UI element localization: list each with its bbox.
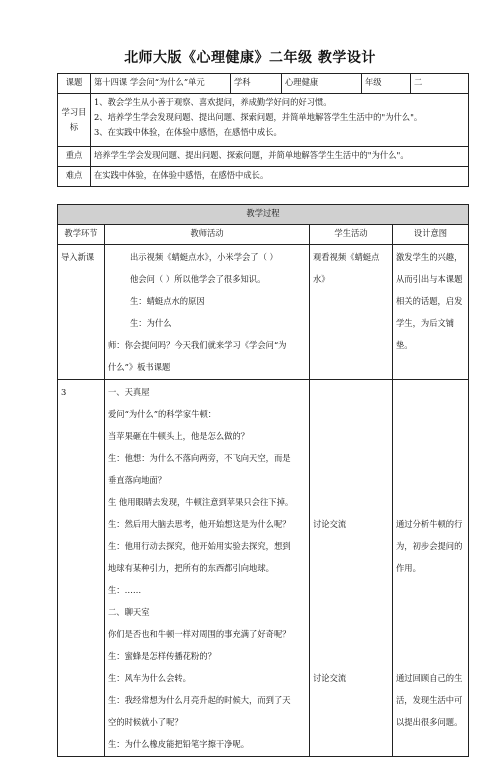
key-point-label: 重点	[58, 147, 91, 167]
design-intent-b: 通过回顾自己的生活，发现生活中可以提出很多问题。	[396, 673, 463, 727]
stage-cell: 3	[58, 380, 105, 757]
text-line: 生：我经常想为什么月亮升起的时候大，而到了天	[108, 695, 291, 705]
text-line: 生：他想：为什么不落向两旁，不飞向天空，而是	[108, 453, 291, 463]
grade-value: 二	[411, 74, 469, 94]
course-label: 课题	[58, 74, 91, 94]
text-line: 生：蜻蜓点水的原因	[130, 296, 205, 306]
col-header-student: 学生活动	[310, 225, 393, 245]
text-line: 你们是否也和牛顿一样对周围的事充满了好奇呢？	[108, 629, 291, 639]
text-line: 二、聊天室	[108, 607, 150, 617]
table-row	[58, 380, 469, 757]
text-line: 他会问（ ）所以他学会了很多知识。	[130, 274, 266, 284]
process-header: 教学过程	[58, 205, 469, 225]
text-line: 什么”》板书课题	[108, 362, 171, 372]
text-line: 一、天真屋	[108, 387, 150, 397]
col-header-teacher: 教师活动	[105, 225, 310, 245]
goal-item: 1、教会学生从小善于观察、喜欢提问，养成勤学好问的好习惯。	[94, 97, 332, 107]
text-line: 生：蜜蜂是怎样传播花粉的？	[108, 651, 216, 661]
text-line: 垂直落向地面？	[108, 475, 167, 485]
student-activity-a: 讨论交流	[313, 519, 347, 529]
goal-item: 2、培养学生学会发现问题、提出问题、探索问题，并简单地解答学生生活中的"为什么"。	[94, 112, 423, 122]
lesson-info-table	[57, 73, 469, 187]
teacher-activity-cell	[105, 245, 310, 380]
teacher-activity-cell	[105, 380, 310, 757]
student-activity-b: 讨论交流	[313, 673, 347, 683]
design-intent-a: 通过分析牛顿的行为，初步会提问的作用。	[396, 519, 463, 573]
text-line: 师：你会提问吗？今天我们就来学习《学会问“为	[108, 340, 287, 350]
text-line: 当苹果砸在牛顿头上，他是怎么做的？	[108, 431, 250, 441]
teaching-process-table	[57, 204, 469, 757]
goal-item: 3、在实践中体验，在体验中感悟，在感悟中成长。	[94, 127, 282, 137]
text-line: 生：为什么橡皮能把铅笔字擦干净呢。	[108, 739, 250, 749]
document-title: 北师大版《心理健康》二年级 教学设计	[124, 50, 376, 66]
text-line: 出示视频《蜻蜓点水》，小米学会了（ ）	[130, 252, 278, 262]
text-line: 空的时候就小了呢？	[108, 717, 183, 727]
student-activity-cell: 观看视频《蜻蜓点水》	[310, 245, 393, 380]
subject-label: 学科	[231, 74, 282, 94]
goals-cell	[91, 94, 469, 147]
stage-cell: 导入新课	[58, 245, 105, 380]
key-point-value: 培养学生学会发现问题、提出问题、探索问题，并简单地解答学生生活中的"为什么"。	[91, 147, 469, 167]
goals-label: 学习目标	[58, 94, 91, 147]
difficult-point-label: 难点	[58, 167, 91, 187]
grade-label: 年级	[362, 74, 411, 94]
text-line: 爱问“为什么”的科学家牛顿：	[108, 409, 217, 419]
table-row	[58, 245, 469, 380]
text-line: 生：……	[108, 585, 142, 595]
text-line: 生：为什么	[130, 318, 172, 328]
design-intent-cell: 激发学生的兴趣，从而引出与本课题相关的话题，启发学生，为后文铺垫。	[393, 245, 469, 380]
text-line: 地球有某种引力，把所有的东西都引向地球。	[108, 563, 274, 573]
text-line: 生：然后用大脑去思考，他开始想这是为什么呢？	[108, 519, 291, 529]
difficult-point-value: 在实践中体验，在体验中感悟，在感悟中成长。	[91, 167, 469, 187]
text-line: 生：他用行动去探究，他开始用实验去探究，想到	[108, 541, 291, 551]
col-header-intent: 设计意图	[393, 225, 469, 245]
subject-value: 心理健康	[282, 74, 362, 94]
col-header-stage: 教学环节	[58, 225, 105, 245]
design-intent-cell	[393, 380, 469, 757]
course-value: 第十四课 学会问“为什么”单元	[91, 74, 231, 94]
text-line: 生：风车为什么会转。	[108, 673, 191, 683]
text-line: 生 他用眼睛去发现，牛顿注意到苹果只会往下掉。	[108, 497, 294, 507]
student-activity-cell	[310, 380, 393, 757]
